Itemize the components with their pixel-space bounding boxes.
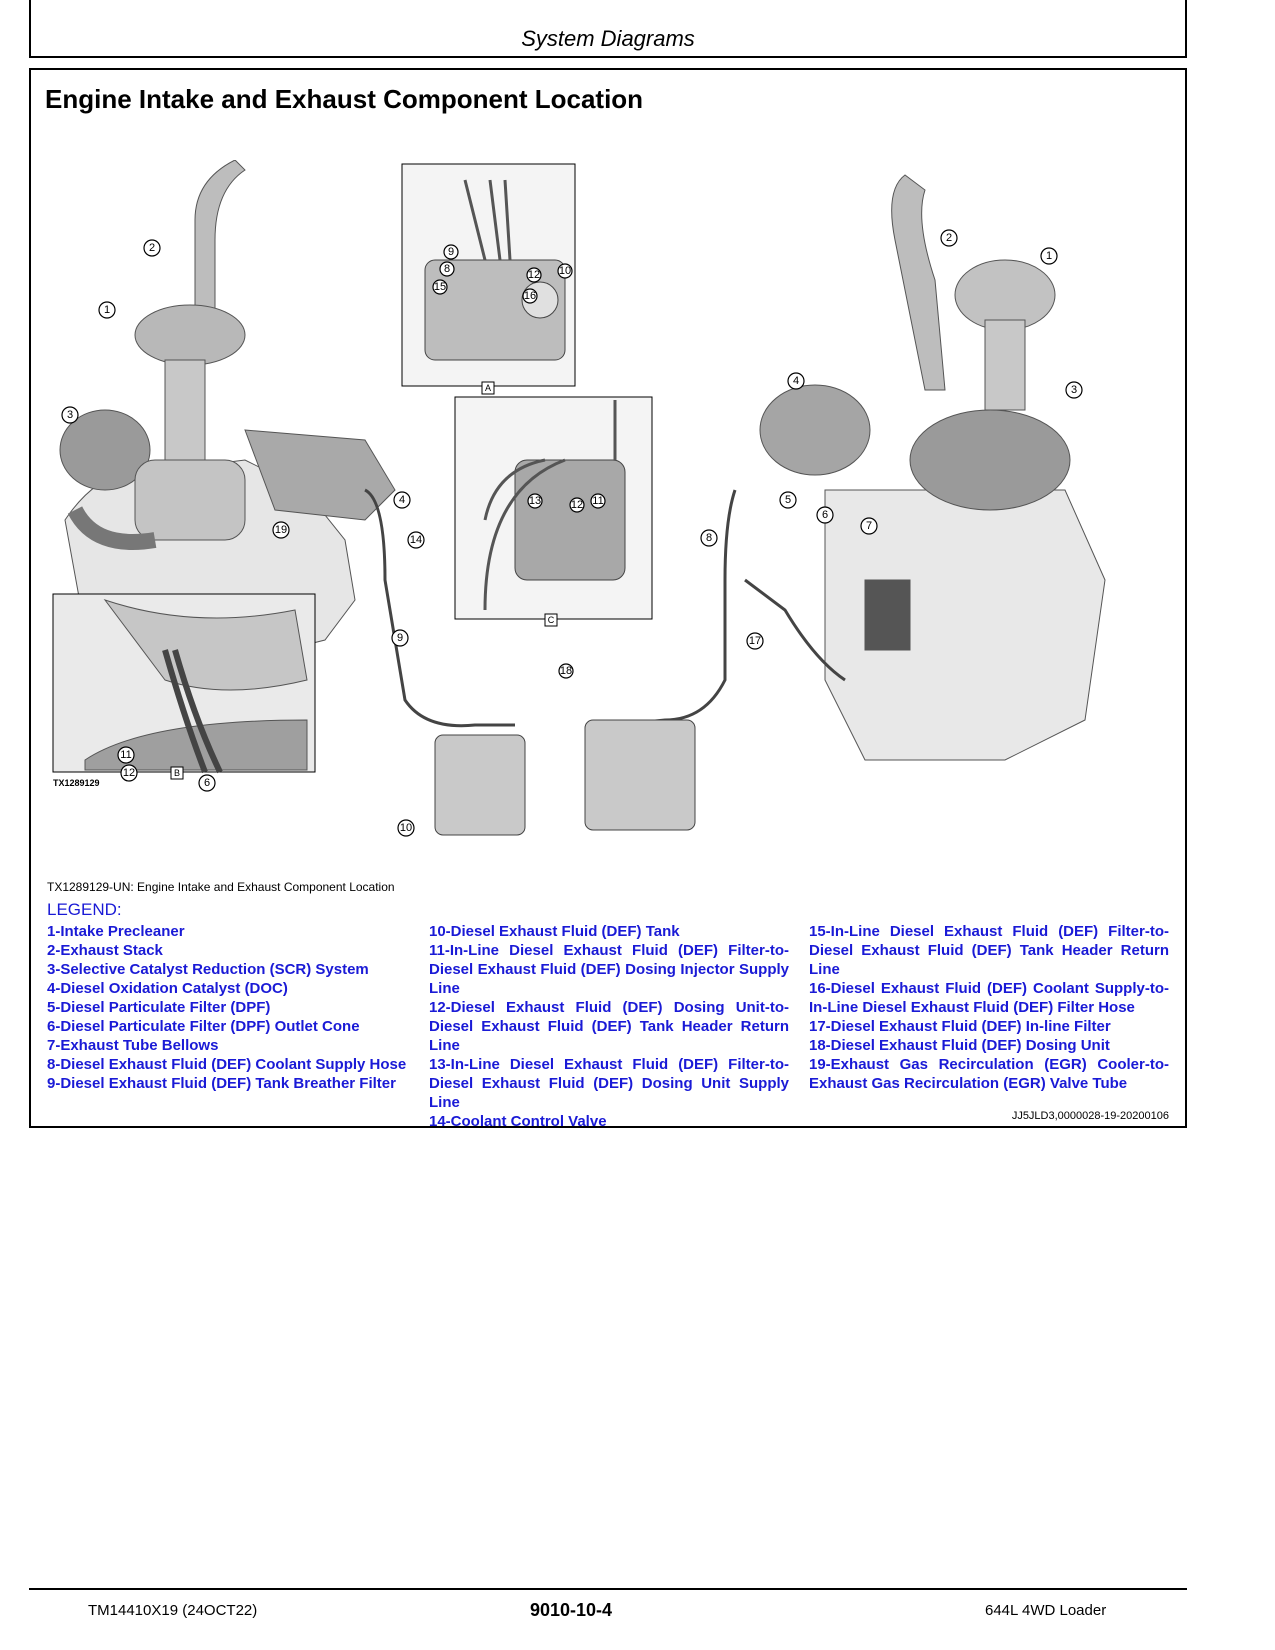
- callout-10-left: [398, 820, 414, 836]
- callout-number: 3: [1070, 384, 1078, 396]
- callout-3-right: [1066, 382, 1082, 398]
- callout-number: 12: [122, 767, 136, 779]
- legend-item: 17-Diesel Exhaust Fluid (DEF) In-line Filter: [809, 1018, 1111, 1035]
- def-tank-right: [585, 720, 695, 830]
- def-tanks: [435, 720, 695, 835]
- component-diagram: [45, 160, 1173, 910]
- callout-13-c: [528, 494, 542, 508]
- legend-heading: LEGEND:: [47, 900, 122, 919]
- footer-rule: [29, 1588, 1187, 1590]
- inset-a-label: A: [484, 383, 492, 393]
- callout-number: 13: [528, 495, 542, 507]
- callout-number: 17: [748, 635, 762, 647]
- callout-4-right: [788, 373, 804, 389]
- callout-9: [392, 630, 408, 646]
- callout-19: [273, 522, 289, 538]
- legend-item: 4-Diesel Oxidation Catalyst (DOC): [47, 980, 288, 997]
- content-box: [29, 68, 1187, 1128]
- inset-a: [402, 164, 575, 394]
- callout-17: [747, 633, 763, 649]
- legend-item: 15-In-Line Diesel Exhaust Fluid (DEF) Filter-to-Diesel Exhaust Fluid (DEF) Tank Header Return Line: [809, 923, 1169, 978]
- legend-item: 14-Coolant Control Valve: [429, 1113, 607, 1130]
- callout-12-b: [121, 765, 137, 781]
- callout-number: 9: [447, 246, 455, 258]
- callout-number: 6: [203, 777, 211, 789]
- section-title: System Diagrams: [521, 26, 695, 51]
- figure-id-label: TX1289129: [53, 778, 100, 788]
- callout-16-a: [523, 289, 537, 303]
- callout-6-right: [817, 507, 833, 523]
- legend-item: 18-Diesel Exhaust Fluid (DEF) Dosing Unit: [809, 1037, 1110, 1054]
- inset-c: [455, 397, 652, 626]
- legend-item: 3-Selective Catalyst Reduction (SCR) System: [47, 961, 369, 978]
- callout-4-left: [394, 492, 410, 508]
- callout-number: 8: [443, 263, 451, 275]
- callout-number: 10: [558, 265, 572, 277]
- callout-number: 15: [433, 281, 447, 293]
- legend-item: 13-In-Line Diesel Exhaust Fluid (DEF) Filter-to-Diesel Exhaust Fluid (DEF) Dosing Unit Supply Line: [429, 1056, 789, 1111]
- callout-number: 19: [274, 524, 288, 536]
- callout-12-c: [570, 498, 584, 512]
- callout-11-b: [118, 747, 134, 763]
- legend-item: 19-Exhaust Gas Recirculation (EGR) Cooler-to-Exhaust Gas Recirculation (EGR) Valve Tube: [809, 1056, 1169, 1092]
- callout-number: 2: [148, 242, 156, 254]
- legend-item: 6-Diesel Particulate Filter (DPF) Outlet Cone: [47, 1018, 360, 1035]
- header-box: [29, 0, 1187, 58]
- callout-number: 10: [399, 822, 413, 834]
- callout-3-left: [62, 407, 78, 423]
- callout-number: 7: [865, 520, 873, 532]
- callout-number: 4: [792, 375, 800, 387]
- callout-14: [408, 532, 424, 548]
- callout-number: 16: [523, 290, 537, 302]
- callout-15-a: [433, 280, 447, 294]
- callout-number: 1: [103, 304, 111, 316]
- footer-manual-id: TM14410X19 (24OCT22): [88, 1602, 258, 1619]
- callout-11-c: [591, 494, 605, 508]
- inset-b-label: B: [173, 768, 181, 778]
- legend-item: 10-Diesel Exhaust Fluid (DEF) Tank: [429, 923, 680, 940]
- legend-item: 12-Diesel Exhaust Fluid (DEF) Dosing Unit-to-Diesel Exhaust Fluid (DEF) Tank Header Return Line: [429, 999, 789, 1054]
- callout-number: 14: [409, 534, 423, 546]
- callout-5: [780, 492, 796, 508]
- callout-number: 11: [592, 495, 604, 507]
- left-engine-illustration: [60, 160, 395, 660]
- callout-number: 8: [705, 532, 713, 544]
- callout-number: 2: [945, 232, 953, 244]
- page-title: Engine Intake and Exhaust Component Location: [45, 84, 644, 114]
- inset-c-label: C: [547, 615, 555, 625]
- legend-item: 5-Diesel Particulate Filter (DPF): [47, 999, 271, 1016]
- callout-1-right: [1041, 248, 1057, 264]
- legend-item: 1-Intake Precleaner: [47, 923, 185, 940]
- footer-machine-name: 644L 4WD Loader: [985, 1602, 1107, 1619]
- callout-number: 5: [784, 494, 792, 506]
- callout-number: 18: [559, 665, 573, 677]
- callout-number: 12: [527, 269, 541, 281]
- callout-number: 3: [66, 409, 74, 421]
- legend-column-3: [809, 922, 1169, 1093]
- callout-8-right: [701, 530, 717, 546]
- figure-caption: TX1289129-UN: Engine Intake and Exhaust Component Location: [47, 880, 395, 894]
- legend-item: 9-Diesel Exhaust Fluid (DEF) Tank Breather Filter: [47, 1075, 396, 1092]
- inset-b: [53, 594, 315, 788]
- document-id: JJ5JLD3,0000028-19-20200106: [1011, 1110, 1169, 1122]
- callout-7: [861, 518, 877, 534]
- callout-2-right: [941, 230, 957, 246]
- callout-6-b: [199, 775, 215, 791]
- callout-number: 4: [398, 494, 406, 506]
- legend-item: 7-Exhaust Tube Bellows: [47, 1037, 219, 1054]
- callout-number: 6: [821, 509, 829, 521]
- legend-column-1: [47, 922, 407, 1093]
- footer-page-number: 9010-10-4: [530, 1600, 613, 1620]
- legend-item: 11-In-Line Diesel Exhaust Fluid (DEF) Filter-to-Diesel Exhaust Fluid (DEF) Dosing Injector Supply Line: [429, 942, 789, 997]
- callout-10-a: [558, 264, 572, 278]
- callout-9-a: [444, 245, 458, 259]
- callout-number: 1: [1045, 250, 1053, 262]
- callout-number: 12: [570, 499, 584, 511]
- callout-number: 9: [396, 632, 404, 644]
- callout-8-a: [440, 262, 454, 276]
- legend-item: 16-Diesel Exhaust Fluid (DEF) Coolant Supply-to-In-Line Diesel Exhaust Fluid (DEF) Filter Hose: [809, 980, 1169, 1016]
- callout-1-left: [99, 302, 115, 318]
- callout-2-left: [144, 240, 160, 256]
- callout-12-a: [527, 268, 541, 282]
- callout-number: 11: [120, 749, 132, 761]
- def-tank-left: [435, 735, 525, 835]
- legend-item: 2-Exhaust Stack: [47, 942, 163, 959]
- legend-item: 8-Diesel Exhaust Fluid (DEF) Coolant Supply Hose: [47, 1056, 407, 1073]
- callout-18-c: [559, 664, 573, 678]
- legend-column-2: [429, 922, 789, 1131]
